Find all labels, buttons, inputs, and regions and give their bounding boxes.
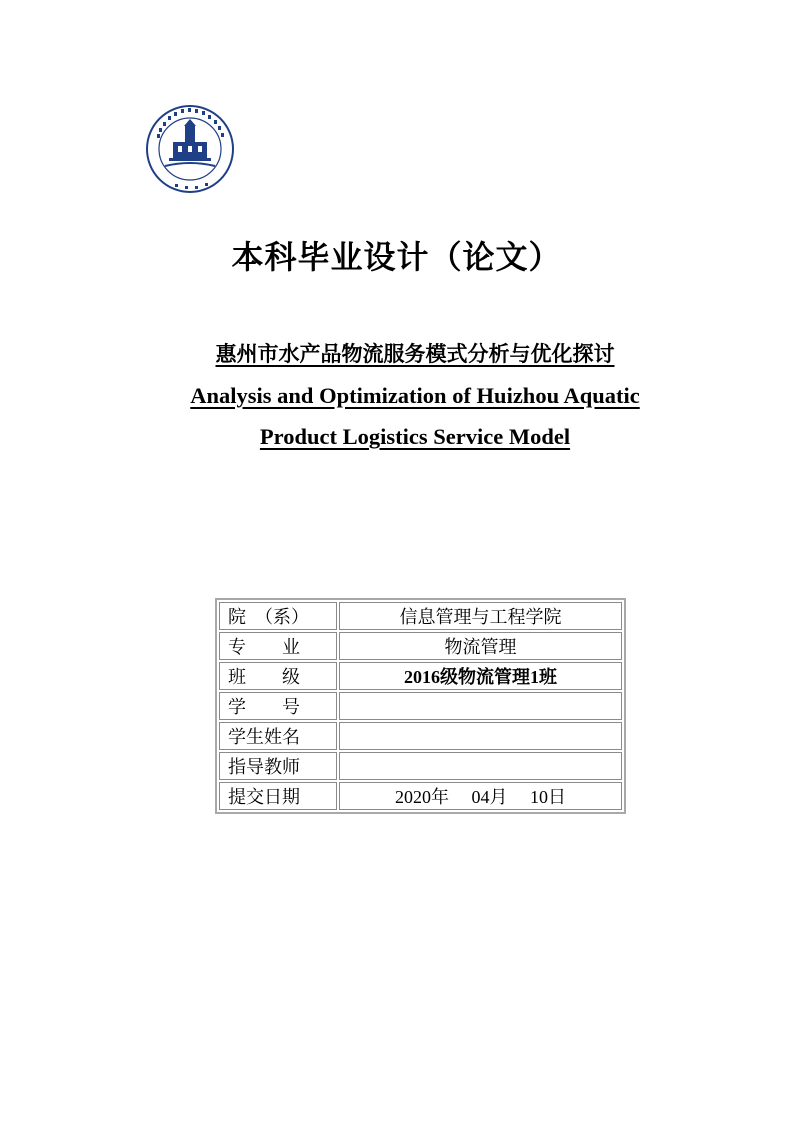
- row-value-class: 2016级物流管理1班: [339, 662, 622, 690]
- row-label-major: 专 业: [219, 632, 337, 660]
- row-value-submit-date: 2020年 04月 10日: [339, 782, 622, 810]
- table-row: [219, 632, 622, 660]
- table-row: [219, 782, 622, 810]
- main-title: 本科毕业设计（论文）: [231, 238, 562, 276]
- thesis-title-english-line2: Product Logistics Service Model: [259, 424, 571, 449]
- table-row: [219, 692, 622, 720]
- table-row: [219, 662, 622, 690]
- thesis-title-english-line1: Analysis and Optimization of Huizhou Aquatic: [190, 383, 640, 408]
- row-label-student-id: 学 号: [219, 692, 337, 720]
- row-value-student-id: [339, 692, 622, 720]
- school-emblem-icon: [145, 104, 235, 194]
- student-info-table: [215, 598, 626, 814]
- school-logo: [145, 104, 235, 194]
- row-value-major: 物流管理: [339, 632, 622, 660]
- thesis-title-chinese: 惠州市水产品物流服务模式分析与优化探讨: [215, 342, 615, 366]
- row-label-department: 院 （系）: [219, 602, 337, 630]
- row-value-advisor: [339, 752, 622, 780]
- row-label-submit-date: 提交日期: [219, 782, 337, 810]
- row-label-advisor: 指导教师: [219, 752, 337, 780]
- table-row: [219, 752, 622, 780]
- table-row: [219, 602, 622, 630]
- row-value-department: 信息管理与工程学院: [339, 602, 622, 630]
- row-value-student-name: [339, 722, 622, 750]
- table-row: [219, 722, 622, 750]
- row-label-class: 班 级: [219, 662, 337, 690]
- row-label-student-name: 学生姓名: [219, 722, 337, 750]
